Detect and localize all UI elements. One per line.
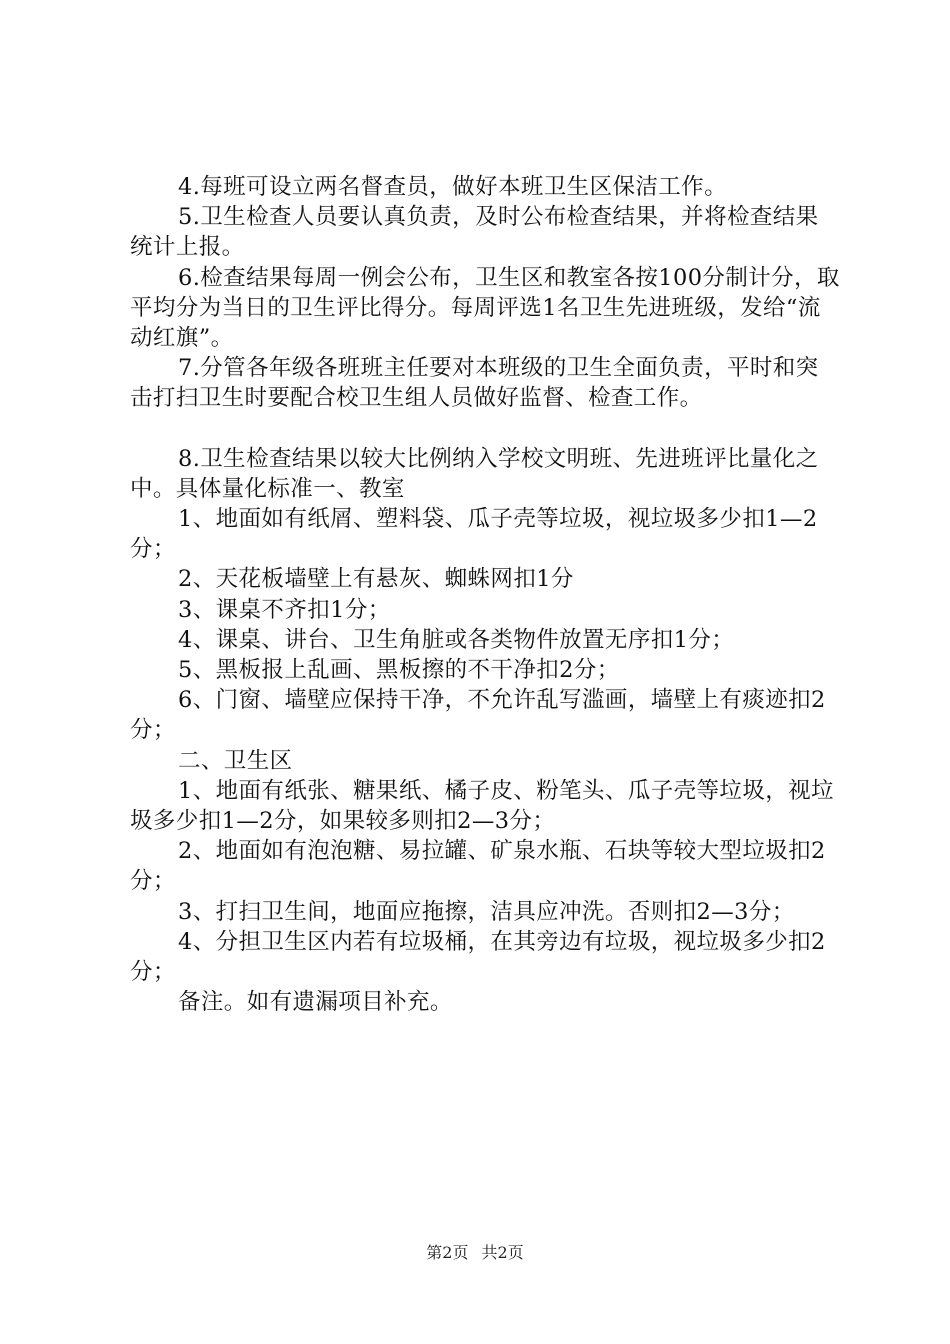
page-footer: [0, 1242, 950, 1264]
hygiene-item-1: 1、地面有纸张、糖果纸、橘子皮、粉笔头、瓜子壳等垃圾，视垃圾多少扣1—2分，如果较多则扣2—3分；: [130, 777, 834, 835]
paragraph-gap: [130, 414, 840, 444]
classroom-item-4: 4、课桌、讲台、卫生角脏或各类物件放置无序扣1分；: [178, 626, 735, 653]
paragraph-6: 6.检查结果每周一例会公布，卫生区和教室各按100分制计分，取平均分为当日的卫生评比得分。每周评选1名卫生先进班级，发给“流动红旗”。: [130, 264, 840, 352]
hygiene-item-2: 2、地面如有泡泡糖、易拉罐、矿泉水瓶、石块等较大型垃圾扣2分；: [130, 838, 826, 895]
classroom-item-3: 3、课桌不齐扣1分；: [178, 596, 391, 623]
paragraph-8: 8.卫生检查结果以较大比例纳入学校文明班、先进班评比量化之中。具体量化标准一、教室: [130, 445, 819, 502]
page-total: 共2页: [481, 1243, 524, 1262]
section-heading-hygiene-area: 二、卫生区: [178, 747, 293, 774]
hygiene-item-3: 3、打扫卫生间，地面应拖擦，洁具应冲洗。否则扣2—3分；: [178, 898, 795, 925]
classroom-item-1: 1、地面如有纸屑、塑料袋、瓜子壳等垃圾，视垃圾多少扣1—2分；: [130, 506, 818, 563]
paragraph-5: 5.卫生检查人员要认真负责，及时公布检查结果，并将检查结果统计上报。: [130, 204, 819, 261]
classroom-item-2: 2、天花板墙壁上有悬灰、蜘蛛网扣1分: [178, 566, 574, 593]
classroom-item-6: 6、门窗、墙壁应保持干净，不允许乱写滥画，墙壁上有痰迹扣2分；: [130, 687, 826, 744]
paragraph-7: 7.分管各年级各班班主任要对本班级的卫生全面负责，平时和突击打扫卫生时要配合校卫生组人员做好监督、检查工作。: [130, 355, 819, 412]
hygiene-item-4: 4、分担卫生区内若有垃圾桶，在其旁边有垃圾，视垃圾多少扣2分；: [130, 928, 826, 986]
classroom-item-5: 5、黑板报上乱画、黑板擦的不干净扣2分；: [178, 657, 620, 684]
page-number: 第2页: [426, 1243, 469, 1262]
remark: 备注。如有遗漏项目补充。: [178, 989, 453, 1016]
paragraph-4: 4.每班可设立两名督查员，做好本班卫生区保洁工作。: [178, 174, 727, 200]
document-body: [130, 172, 840, 1017]
